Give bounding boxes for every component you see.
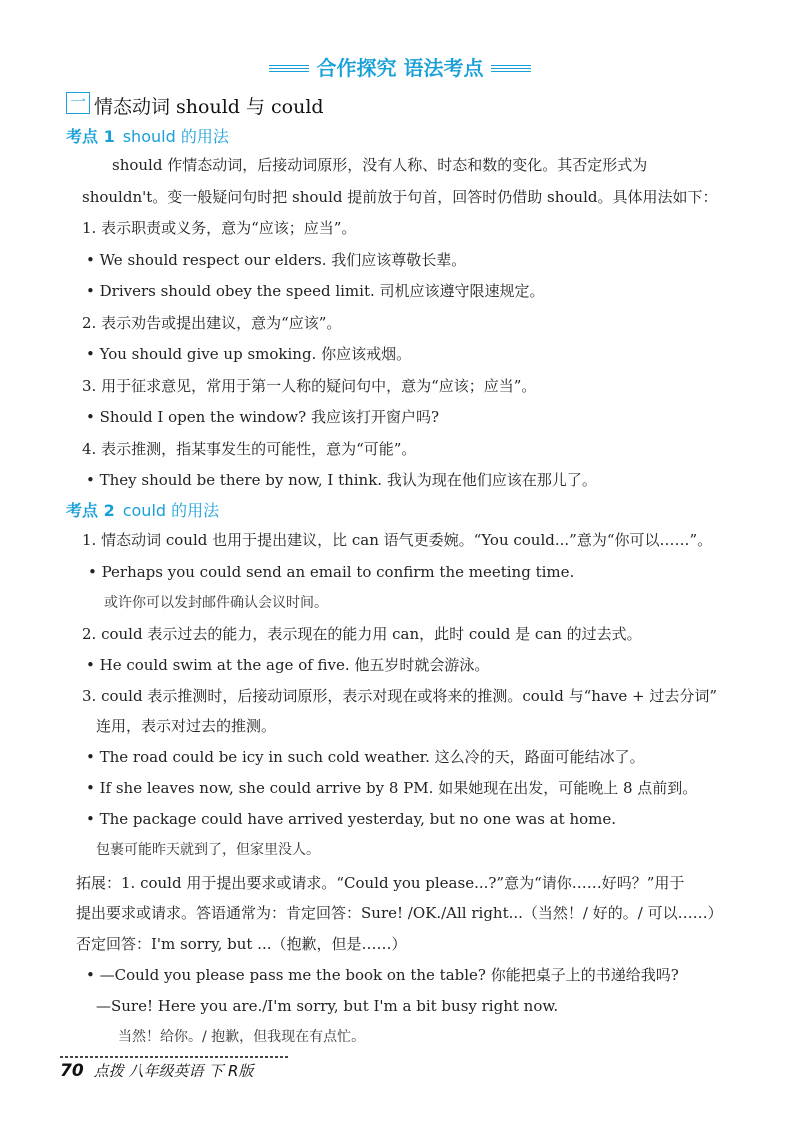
example-sentence: • Drivers should obey the speed limit. 司机应该遵守限速规定。 bbox=[86, 282, 545, 300]
footer-rule bbox=[60, 1056, 290, 1058]
banner-decoration-right bbox=[491, 65, 531, 74]
section-title-text: 情态动词 should 与 could bbox=[94, 96, 324, 118]
example-sentence: • The package could have arrived yesterday, but no one was at home. bbox=[86, 810, 617, 828]
rule-item-continued: 连用，表示对过去的推测。 bbox=[96, 717, 277, 735]
extension-line: 否定回答：I'm sorry, but ...（抱歉，但是……） bbox=[76, 935, 407, 953]
banner-decoration-left bbox=[269, 65, 309, 74]
example-sentence: • We should respect our elders. 我们应该尊敬长辈。 bbox=[86, 251, 467, 269]
key-point-2-title: could 的用法 bbox=[122, 501, 220, 520]
section-banner bbox=[0, 52, 800, 81]
dialogue-translation: 当然！给你。/ 抱歉，但我现在有点忙。 bbox=[118, 1029, 366, 1045]
section-heading bbox=[66, 92, 324, 119]
example-translation: 或许你可以发封邮件确认会议时间。 bbox=[104, 595, 328, 611]
rule-item: 3. 用于征求意见，常用于第一人称的疑问句中，意为“应该；应当”。 bbox=[82, 377, 537, 395]
dialogue-line: • —Could you please pass me the book on the table? 你能把桌子上的书递给我吗? bbox=[86, 966, 679, 984]
example-sentence: • They should be there by now, I think. 我认为现在他们应该在那儿了。 bbox=[86, 471, 597, 489]
example-sentence: • The road could be icy in such cold weather. 这么冷的天，路面可能结冰了。 bbox=[86, 748, 645, 766]
rule-item: 2. 表示劝告或提出建议，意为“应该”。 bbox=[82, 314, 342, 332]
example-sentence: • He could swim at the age of five. 他五岁时就会游泳。 bbox=[86, 656, 490, 674]
example-sentence: • You should give up smoking. 你应该戒烟。 bbox=[86, 345, 412, 363]
book-title: 点拨 八年级英语 下 R版 bbox=[93, 1062, 254, 1080]
rule-item: 1. 表示职责或义务，意为“应该；应当”。 bbox=[82, 219, 357, 237]
rule-item: 2. could 表示过去的能力，表示现在的能力用 can，此时 could 是 can 的过去式。 bbox=[82, 625, 642, 643]
extension-line: 提出要求或请求。答语通常为：肯定回答：Sure! /OK./All right...（当然！/ 好的。/ 可以……） bbox=[76, 904, 723, 922]
key-point-2-heading bbox=[66, 498, 219, 521]
example-translation: 包裹可能昨天就到了，但家里没人。 bbox=[96, 842, 320, 858]
example-sentence: • Should I open the window? 我应该打开窗户吗? bbox=[86, 408, 439, 426]
banner-title: 合作探究 语法考点 bbox=[316, 56, 484, 80]
extension-line: 拓展：1. could 用于提出要求或请求。“Could you please...?”意为“请你……好吗？”用于 bbox=[76, 874, 685, 892]
rule-item: 4. 表示推测，指某事发生的可能性，意为“可能”。 bbox=[82, 440, 417, 458]
paragraph-line: shouldn't。变一般疑问句时把 should 提前放于句首，回答时仍借助 should。具体用法如下： bbox=[82, 188, 718, 206]
page-number: 70 bbox=[60, 1061, 84, 1081]
key-point-1-heading bbox=[66, 124, 229, 147]
rule-item: 3. could 表示推测时，后接动词原形，表示对现在或将来的推测。could 与“have + 过去分词” bbox=[82, 687, 717, 705]
key-point-1-title: should 的用法 bbox=[122, 127, 229, 146]
paragraph-line: should 作情态动词，后接动词原形，没有人称、时态和数的变化。其否定形式为 bbox=[112, 156, 648, 174]
example-sentence: • Perhaps you could send an email to confirm the meeting time. bbox=[88, 563, 575, 581]
rule-item: 1. 情态动词 could 也用于提出建议，比 can 语气更委婉。“You could...”意为“你可以……”。 bbox=[82, 531, 713, 549]
section-number: 一 bbox=[66, 92, 90, 114]
key-point-1-tag: 考点 1 bbox=[66, 127, 115, 146]
example-sentence: • If she leaves now, she could arrive by 8 PM. 如果她现在出发，可能晚上 8 点前到。 bbox=[86, 779, 698, 797]
page-footer bbox=[60, 1060, 253, 1081]
key-point-2-tag: 考点 2 bbox=[66, 501, 115, 520]
dialogue-line: —Sure! Here you are./I'm sorry, but I'm a bit busy right now. bbox=[96, 997, 559, 1015]
